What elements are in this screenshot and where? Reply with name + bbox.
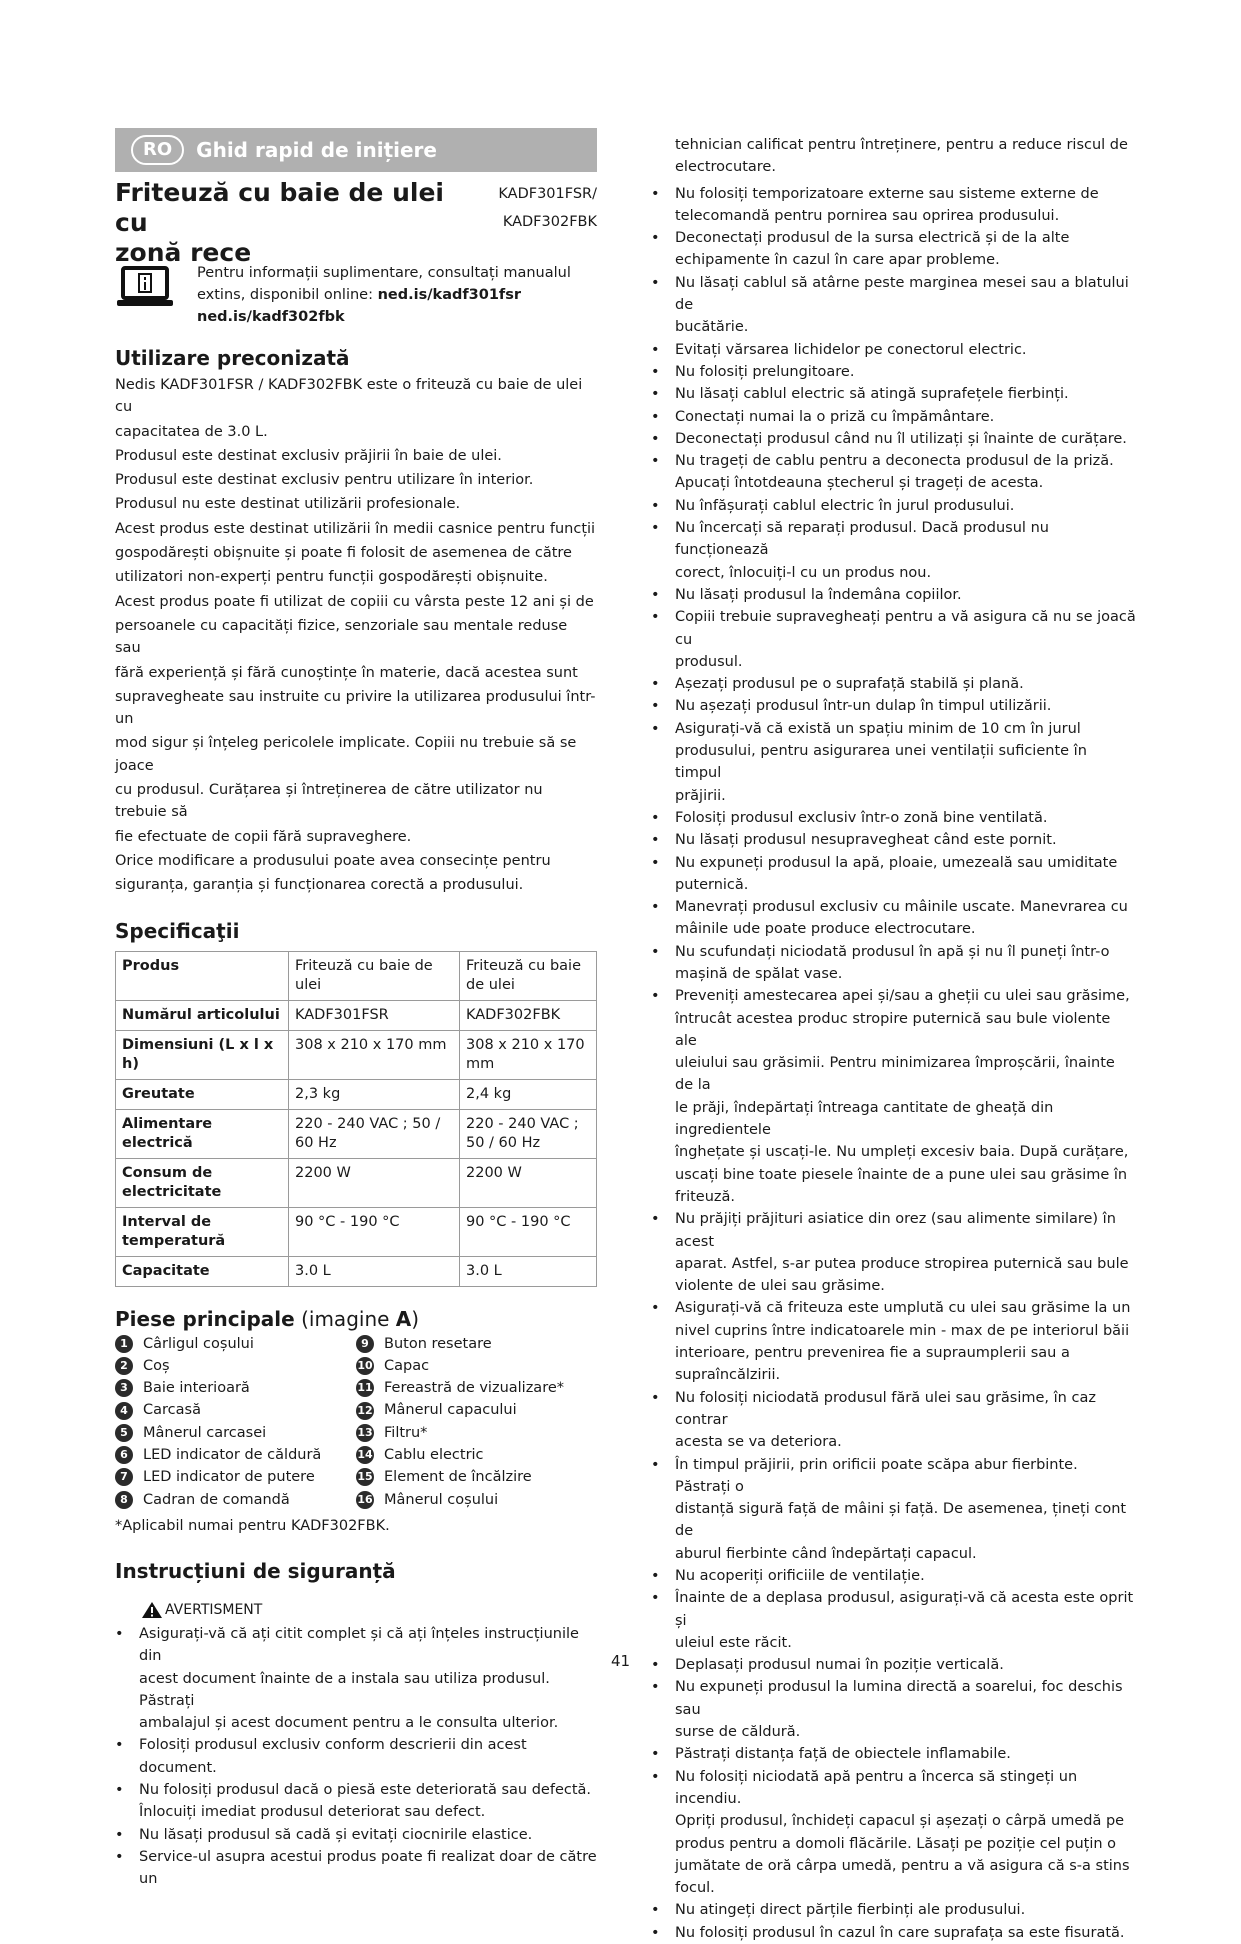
spec-value-1: 308 x 210 x 170 mm [289, 1030, 460, 1079]
guide-title: Ghid rapid de inițiere [196, 138, 437, 162]
safety-item-line: • Nu folosiți produsul dacă o piesă este deteriorată sau defectă. [139, 1781, 592, 1798]
safety-item-line: • Preveniți amestecarea apei și/sau a gheții cu ulei sau grăsime, [675, 988, 1130, 1005]
safety-item [651, 428, 1136, 450]
intended-use-line: Orice modificare a produsului poate avea consecințe pentru [115, 852, 551, 869]
safety-item-line: aburul fierbinte când îndepărtați capacul. [675, 1545, 977, 1562]
safety-item-line: acesta se va deteriora. [675, 1434, 842, 1451]
safety-section [115, 1557, 597, 1891]
intended-use-section [115, 344, 597, 897]
spec-value-2: 3.0 L [460, 1256, 597, 1286]
safety-item-line: acest document înainte de a instala sau utiliza produsul. Păstrați [139, 1670, 550, 1709]
safety-item-line: ambalajul și acest document pentru a le consulta ulterior. [139, 1715, 559, 1732]
intended-use-line: utilizatori non-experți pentru funcții gospodărești obișnuite. [115, 569, 548, 586]
safety-item [651, 1587, 1136, 1654]
right-column [651, 134, 1136, 1944]
safety-item-line: • Nu scufundați niciodată produsul în apă și nu îl puneți într-o [675, 943, 1110, 960]
part-item [115, 1466, 356, 1488]
safety-item [651, 1922, 1136, 1944]
part-label: Mânerul capacului [384, 1402, 517, 1419]
part-label: Cadran de comandă [143, 1491, 290, 1508]
safety-item [651, 517, 1136, 584]
intended-use-line: fără experiență și fără cunoștințe în materie, dacă acestea sunt [115, 664, 578, 681]
intended-use-line: Produsul este destinat exclusiv pentru utilizare în interior. [115, 472, 534, 489]
safety-item-line: înghețate și uscați-le. Nu umpleți excesiv baia. După curățare, [675, 1144, 1129, 1161]
info-row [115, 262, 597, 328]
safety-item-line: • Nu folosiți temporizatoare externe sau sisteme externe de [675, 185, 1099, 202]
safety-continued-line: tehnician calificat pentru întreținere, pentru a reduce riscul de [675, 137, 1128, 153]
spec-label: Alimentare electrică [116, 1109, 289, 1158]
warning-label: AVERTISMENT [115, 1601, 597, 1619]
safety-item-line: supraîncălzirii. [675, 1367, 781, 1384]
part-number-badge: 2 [115, 1357, 133, 1375]
safety-item [651, 1743, 1136, 1765]
safety-item [651, 383, 1136, 405]
specifications-heading: Specificaţii [115, 918, 240, 943]
safety-item-line: interioare, pentru prevenirea fie a supraumplerii sau a [675, 1345, 1070, 1362]
part-label: Filtru* [384, 1424, 428, 1441]
part-number-badge: 1 [115, 1335, 133, 1353]
safety-item-line: • Nu lăsați cablul electric să atingă suprafețele fierbinți. [675, 386, 1069, 403]
safety-item-line: • Nu încercați să reparați produsul. Dacă produsul nu funcționează [675, 520, 1049, 559]
safety-item-line: • Nu prăjiți prăjituri asiatice din orez (sau alimente similare) în acest [675, 1211, 1116, 1250]
manual-link-2[interactable]: ned.is/kadf302fbk [197, 309, 345, 325]
part-item [356, 1422, 597, 1444]
safety-item [115, 1779, 597, 1824]
part-item [115, 1355, 356, 1377]
safety-item-line: uscați bine toate piesele înainte de a pune ulei sau grăsime în [675, 1166, 1128, 1183]
safety-item [651, 718, 1136, 807]
safety-item [651, 495, 1136, 517]
part-number-badge: 6 [115, 1446, 133, 1464]
safety-item-line: surse de căldură. [675, 1724, 801, 1741]
safety-item-line: uleiului sau grăsimii. Pentru minimizarea împroșcării, înainte de la [675, 1055, 1115, 1094]
part-item [115, 1422, 356, 1444]
safety-item [651, 1565, 1136, 1587]
safety-item-line: Înlocuiți imediat produsul deteriorat sau defect. [139, 1804, 486, 1821]
intended-use-line: siguranța, garanția și funcționarea corectă a produsului. [115, 877, 524, 894]
part-item [356, 1377, 597, 1399]
safety-item [651, 673, 1136, 695]
part-number-badge: 13 [356, 1424, 374, 1442]
safety-item-line: • Nu atingeți direct părțile fierbinți ale produsului. [675, 1902, 1026, 1919]
part-label: Cârligul coșului [143, 1335, 254, 1352]
safety-item [651, 807, 1136, 829]
safety-item [651, 183, 1136, 228]
safety-item-line: • Nu expuneți produsul la lumina directă a soarelui, foc deschis sau [675, 1679, 1123, 1718]
spec-label: Dimensiuni (L x l x h) [116, 1030, 289, 1079]
part-number-badge: 11 [356, 1379, 374, 1397]
safety-item-line: • Nu folosiți prelungitoare. [675, 363, 855, 380]
safety-item [651, 1208, 1136, 1297]
part-number-badge: 10 [356, 1357, 374, 1375]
safety-item [651, 584, 1136, 606]
part-item [115, 1333, 356, 1355]
intended-use-line: cu produsul. Curățarea și întreținerea de către utilizator nu trebuie să [115, 782, 543, 821]
safety-item-line: aparat. Astfel, s-ar putea produce stropirea puternică sau bule [675, 1255, 1129, 1272]
spec-value-2: 2200 W [460, 1158, 597, 1207]
part-number-badge: 3 [115, 1379, 133, 1397]
part-item [115, 1377, 356, 1399]
specifications-table [115, 951, 597, 1287]
part-label: Capac [384, 1357, 430, 1374]
spec-label: Interval de temperatură [116, 1207, 289, 1256]
safety-item [651, 1766, 1136, 1900]
spec-value-1: 2,3 kg [289, 1079, 460, 1109]
safety-item-line: produsului, pentru asigurarea unei ventilații suficiente în timpul [675, 743, 1087, 782]
safety-item-line: • Folosiți produsul exclusiv conform descrierii din acest document. [139, 1737, 527, 1776]
intended-use-line: fie efectuate de copii fără supraveghere. [115, 828, 412, 845]
safety-item [651, 852, 1136, 897]
safety-item-line: friteuză. [675, 1188, 735, 1205]
spec-label: Produs [116, 951, 289, 1000]
safety-item [651, 450, 1136, 495]
parts-column-1 [115, 1333, 356, 1511]
part-number-badge: 14 [356, 1446, 374, 1464]
spec-value-2: 220 - 240 VAC ; 50 / 60 Hz [460, 1109, 597, 1158]
laptop-manual-icon [115, 266, 175, 310]
spec-row [116, 1109, 597, 1158]
safety-item [115, 1734, 597, 1779]
spec-row [116, 1030, 597, 1079]
spec-row [116, 1079, 597, 1109]
safety-item-line: • Service-ul asupra acestui produs poate fi realizat doar de către un [139, 1848, 597, 1888]
safety-item-line: nivel cuprins între indicatoarele min - max de pe interiorul băii [675, 1322, 1130, 1339]
safety-heading: Instrucțiuni de siguranță [115, 1558, 396, 1583]
intended-use-line: mod sigur și înțeleg pericolele implicate. Copiii nu trebuie să se joace [115, 735, 577, 774]
safety-item-line: uleiul este răcit. [675, 1634, 792, 1651]
safety-item-line: • Așezați produsul pe o suprafață stabilă și plană. [675, 676, 1024, 693]
safety-item [651, 1676, 1136, 1743]
part-item [356, 1444, 597, 1466]
title-row [115, 178, 597, 267]
warning-triangle-icon [141, 1601, 163, 1619]
spec-value-2: Friteuză cu baie de ulei [460, 951, 597, 1000]
part-item [115, 1444, 356, 1466]
safety-item-line: focul. [675, 1880, 715, 1897]
safety-item-line: • Păstrați distanța față de obiectele inflamabile. [675, 1746, 1011, 1763]
part-item [356, 1466, 597, 1488]
product-title: Friteuză cu baie de ulei cu zonă rece [115, 178, 444, 267]
part-number-badge: 15 [356, 1468, 374, 1486]
safety-item-line: telecomandă pentru pornirea sau oprirea produsului. [675, 207, 1060, 224]
safety-item-line: Opriți produsul, închideți capacul și așezați o cârpă umedă pe [675, 1813, 1125, 1830]
part-number-badge: 12 [356, 1402, 374, 1420]
part-item [356, 1489, 597, 1511]
safety-item-line: • Nu folosiți niciodată produsul fără ulei sau grăsime, în caz contrar [675, 1389, 1096, 1428]
safety-item-line: • Asigurați-vă că friteuza este umplută cu ulei sau grăsime la un [675, 1300, 1131, 1317]
part-item [115, 1399, 356, 1421]
safety-item-line: • Nu așezați produsul într-un dulap în timpul utilizării. [675, 698, 1052, 715]
spec-value-1: Friteuză cu baie de ulei [289, 951, 460, 1000]
safety-item [651, 1387, 1136, 1454]
intended-use-line: supravegheate sau instruite cu privire la utilizarea produsului într-un [115, 688, 596, 728]
intended-use-heading: Utilizare preconizată [115, 346, 350, 370]
spec-value-1: KADF301FSR [289, 1000, 460, 1030]
safety-item [651, 361, 1136, 383]
parts-list [115, 1333, 597, 1511]
safety-item [651, 272, 1136, 339]
intended-use-line: Nedis KADF301FSR / KADF302FBK este o friteuză cu baie de ulei cu [115, 377, 583, 416]
spec-value-1: 2200 W [289, 1158, 460, 1207]
safety-item [651, 339, 1136, 361]
safety-item [651, 695, 1136, 717]
part-item [356, 1355, 597, 1377]
safety-item-line: mașină de spălat vase. [675, 965, 843, 982]
safety-item-line: • Nu lăsați produsul la îndemâna copiilor. [675, 586, 962, 603]
safety-item [115, 1846, 597, 1891]
spec-row [116, 1000, 597, 1030]
safety-item-line: • Nu expuneți produsul la apă, ploaie, umezeală sau umiditate [675, 854, 1118, 871]
spec-value-1: 220 - 240 VAC ; 50 / 60 Hz [289, 1109, 460, 1158]
part-label: Mânerul carcasei [143, 1424, 267, 1441]
spec-value-2: 90 °C - 190 °C [460, 1207, 597, 1256]
part-label: Cablu electric [384, 1447, 484, 1464]
safety-continued-line: electrocutare. [675, 159, 776, 176]
safety-item-line: • În timpul prăjirii, prin orificii poate scăpa abur fierbinte. Păstrați o [675, 1456, 1078, 1495]
safety-item-line: • Conectați numai la o priză cu împământare. [675, 408, 995, 425]
part-item [115, 1489, 356, 1511]
safety-item-line: bucătărie. [675, 319, 749, 336]
spec-label: Numărul articolului [116, 1000, 289, 1030]
safety-item-line: corect, înlocuiți-l cu un produs nou. [675, 564, 932, 581]
intended-use-line: Produsul este destinat exclusiv prăjirii în baie de ulei. [115, 447, 502, 464]
safety-item [651, 1454, 1136, 1565]
safety-item-line: • Deplasați produsul numai în poziție verticală. [675, 1657, 1004, 1674]
safety-item-line: • Nu trageți de cablu pentru a deconecta produsul de la priză. [675, 453, 1114, 470]
safety-item [651, 1899, 1136, 1921]
safety-item-line: produsul. [675, 653, 743, 670]
safety-item-line: distanță sigură față de mâini și față. De asemenea, țineți cont de [675, 1501, 1127, 1540]
safety-item-line: • Nu folosiți niciodată apă pentru a încerca să stingeți un incendiu. [675, 1768, 1078, 1807]
safety-item-line: • Nu înfășurați cablul electric în jurul produsului. [675, 497, 1015, 514]
part-number-badge: 5 [115, 1424, 133, 1442]
safety-item-line: produs pentru a domoli flăcările. Lăsați pe poziție cel puțin o [675, 1835, 1117, 1852]
safety-item-line: prăjirii. [675, 787, 726, 804]
language-header-bar [115, 128, 597, 172]
intended-use-line: gospodărești obișnuite și poate fi folosit de asemenea de către [115, 545, 572, 562]
spec-value-1: 90 °C - 190 °C [289, 1207, 460, 1256]
safety-item [651, 829, 1136, 851]
spec-label: Greutate [116, 1079, 289, 1109]
spec-row [116, 951, 597, 1000]
part-item [356, 1399, 597, 1421]
safety-item [651, 406, 1136, 428]
safety-item-line: jumătate de oră cârpa umedă, pentru a vă asigura că s-a stins [675, 1857, 1130, 1874]
part-item [356, 1333, 597, 1355]
safety-item-line: • Asigurați-vă că ați citit complet și că ați înțeles instrucțiunile din [139, 1625, 579, 1665]
safety-item [651, 227, 1136, 272]
intended-use-line: Acest produs poate fi utilizat de copiii cu vârsta peste 12 ani și de [115, 593, 594, 610]
safety-item-line: întrucât acestea produc stropire puternică sau bule violente ale [675, 1010, 1111, 1049]
part-label: Baie interioară [143, 1380, 250, 1397]
safety-item-line: • Nu acoperiți orificiile de ventilație. [675, 1568, 925, 1584]
safety-item [651, 1297, 1136, 1386]
safety-item-line: echipamente în cazul în care apar probleme. [675, 252, 1000, 269]
safety-item-line: • Nu lăsați produsul să cadă și evitați ciocnirile elastice. [139, 1826, 533, 1843]
safety-item [115, 1824, 597, 1846]
part-number-badge: 16 [356, 1491, 374, 1509]
spec-label: Consum de electricitate [116, 1158, 289, 1207]
safety-item-line: violente de ulei sau grăsime. [675, 1278, 885, 1295]
manual-link-1[interactable]: ned.is/kadf301fsr [377, 287, 522, 303]
safety-item-line: le prăji, îndepărtați întreaga cantitate de gheață din ingredientele [675, 1099, 1054, 1139]
intended-use-text [115, 374, 597, 897]
main-parts-heading: Piese principale (imagine A) [115, 1306, 420, 1331]
safety-item-line: • Copiii trebuie supravegheați pentru a vă asigura că nu se joacă cu [675, 609, 1136, 648]
specifications-section [115, 917, 597, 1287]
spec-value-1: 3.0 L [289, 1256, 460, 1286]
safety-item [651, 941, 1136, 986]
part-number-badge: 7 [115, 1468, 133, 1486]
part-label: Element de încălzire [384, 1469, 532, 1486]
intended-use-line: persoanele cu capacități fizice, senzoriale sau mentale reduse sau [115, 617, 568, 657]
safety-item-line: • Nu lăsați produsul nesupravegheat când este pornit. [675, 832, 1057, 849]
spec-value-2: KADF302FBK [460, 1000, 597, 1030]
safety-item-line: mâinile ude poate produce electrocutare. [675, 921, 976, 938]
main-parts-section [115, 1305, 597, 1537]
model-codes: KADF301FSR/ KADF302FBK [498, 186, 597, 230]
safety-item-line: • Înainte de a deplasa produsul, asigurați-vă că acesta este oprit și [675, 1590, 1134, 1629]
parts-column-2 [356, 1333, 597, 1511]
part-label: LED indicator de putere [143, 1469, 315, 1486]
safety-item [651, 985, 1136, 1208]
safety-list-right [651, 183, 1136, 1944]
safety-item-line: • Nu lăsați cablul să atârne peste marginea mesei sau a blatului de [675, 274, 1129, 314]
safety-item-line: • Asigurați-vă că există un spațiu minim de 10 cm în jurul [675, 720, 1081, 737]
spec-row [116, 1207, 597, 1256]
part-number-badge: 8 [115, 1491, 133, 1509]
intended-use-line: capacitatea de 3.0 L. [115, 423, 268, 440]
part-label: Mânerul coșului [384, 1491, 499, 1508]
info-text: Pentru informații suplimentare, consultați manualul extins, disponibil online: ned.is/kadf301fsr ned.is/kadf302fbk [197, 265, 571, 325]
safety-item-line: puternică. [675, 876, 749, 893]
part-label: Fereastră de vizualizare* [384, 1380, 565, 1397]
safety-item-line: • Evitați vărsarea lichidelor pe conectorul electric. [675, 341, 1027, 358]
part-label: LED indicator de căldură [143, 1447, 322, 1464]
spec-value-2: 308 x 210 x 170 mm [460, 1030, 597, 1079]
left-column [115, 128, 597, 1890]
part-number-badge: 9 [356, 1335, 374, 1353]
spec-label: Capacitate [116, 1256, 289, 1286]
language-badge: RO [131, 135, 184, 165]
safety-item-line: • Deconectați produsul când nu îl utilizați și înainte de curățare. [675, 430, 1127, 447]
part-label: Buton resetare [384, 1335, 492, 1352]
safety-item [651, 606, 1136, 673]
safety-item-line: • Manevrați produsul exclusiv cu mâinile uscate. Manevrarea cu [675, 899, 1128, 916]
safety-item [115, 1623, 597, 1734]
part-label: Coș [143, 1357, 170, 1374]
spec-row [116, 1158, 597, 1207]
safety-item-line: • Folosiți produsul exclusiv într-o zonă bine ventilată. [675, 809, 1048, 826]
intended-use-line: Acest produs este destinat utilizării în medii casnice pentru funcții [115, 520, 596, 537]
spec-value-2: 2,4 kg [460, 1079, 597, 1109]
spec-row [116, 1256, 597, 1286]
safety-item-line: • Deconectați produsul de la sursa electrică și de la alte [675, 230, 1070, 247]
parts-footnote: *Aplicabil numai pentru KADF302FBK. [115, 1517, 390, 1534]
page-number: 41 [610, 1652, 631, 1670]
safety-item [651, 896, 1136, 941]
safety-item-line: • Nu folosiți produsul în cazul în care suprafața sa este fisurată. [675, 1924, 1125, 1941]
safety-item-line: Apucați întotdeauna ștecherul și trageți de acesta. [675, 475, 1044, 492]
part-label: Carcasă [143, 1402, 201, 1419]
intended-use-line: Produsul nu este destinat utilizării profesionale. [115, 496, 461, 513]
part-number-badge: 4 [115, 1402, 133, 1420]
safety-continued-text [651, 134, 1136, 179]
